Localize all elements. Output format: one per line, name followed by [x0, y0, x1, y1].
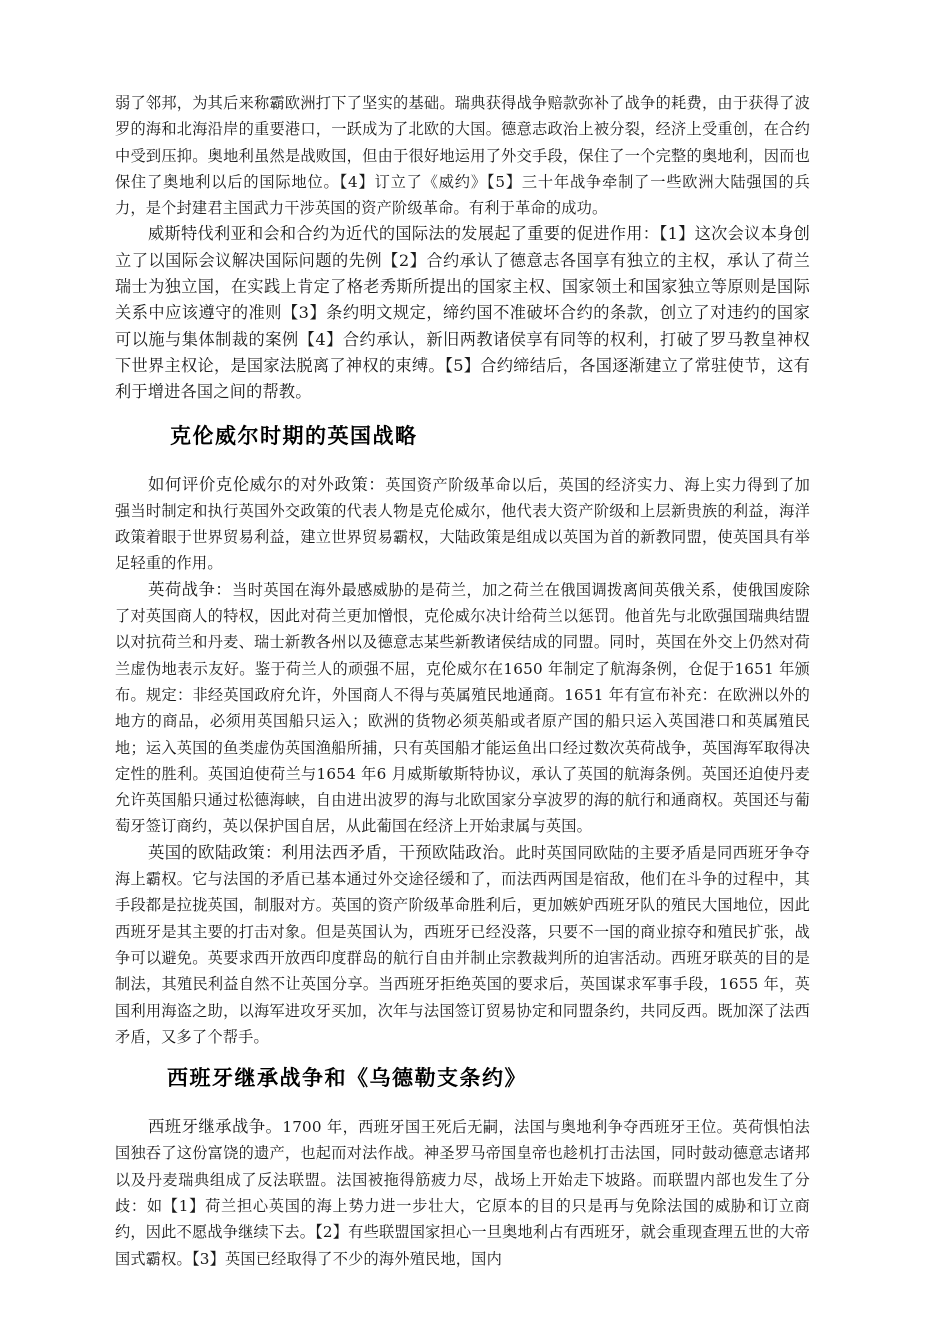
paragraph-continental-policy	[115, 840, 810, 1050]
paragraph-international-law: 威斯特伐利亚和会和合约为近代的国际法的发展起了重要的促进作用：【1】这次会议本身创立了以国际会议解决国际问题的先例【2】合约承认了德意志各国享有独立的主权，承认了荷兰瑞士为独立国，在实践上肯定了格老秀斯所提出的国家主权、国家领土和国家独立等原则是国际关系中应该遵守的准则【3】条约明文规定，缔约国不准破坏合约的条款，创立了对违约的国家可以施与集体制裁的案例【4】合约承认，新旧两教诸侯享有同等的权利，打破了罗马教皇神权下世界主权论，是国家法脱离了神权的束缚。【5】合约缔结后，各国逐渐建立了常驻使节，这有利于增进各国之间的帮教。	[115, 224, 810, 402]
section-heading-spanish-succession: 西班牙继承战争和《乌德勒支条约》	[167, 1065, 527, 1091]
body-text: 1700 年，西班牙国王死后无嗣，法国与奥地利争夺西班牙王位。英荷惧怕法国独吞了这份富饶的遗产，也起而对法作战。神圣罗马帝国皇帝也趁机打击法国，同时鼓动德意志诸邦以及丹麦瑞典组成了反法联盟。法国被拖得筋疲力尽，战场上开始走下坡路。而联盟内部也发生了分歧：如【1】荷兰担心英国的海上势力进一步壮大，它原本的目的只是再与免除法国的威胁和订立商约，因此不愿战争继续下去。【2】有些联盟国家担心一旦奥地利占有西班牙，就会重现查理五世的大帝国式霸权。【3】英国已经取得了不少的海外殖民地，国内	[115, 1118, 810, 1268]
paragraph-anglo-dutch-war	[115, 577, 810, 840]
body-text: 此时英国同欧陆的主要矛盾是同西班牙争夺海上霸权。它与法国的矛盾已基本通过外交途径缓和了，而法西两国是宿敌，他们在斗争的过程中，其手段都是拉拢英国，制服对方。英国的资产阶级革命胜利后，更加嫉妒西班牙队的殖民大国地位，因此西班牙是其主要的打击对象。但是英国认为，西班牙已经没落，只要不一国的商业掠夺和殖民扩张，战争可以避免。英要求西开放西印度群岛的航行自由并制止宗教裁判所的迫害活动。西班牙联英的目的是制法，其殖民利益自然不让英国分享。当西班牙拒绝英国的要求后，英国谋求军事手段，1655 年，英国利用海盗之助，以海军进攻牙买加，次年与法国签订贸易协定和同盟条约，共同反西。既加深了法西矛盾，又多了个帮手。	[115, 843, 810, 1046]
lead-in-text: 如何评价克伦威尔的对外政策：	[148, 474, 386, 494]
lead-in-text: 英荷战争：	[148, 579, 233, 599]
paragraph-westphalia-outcome: 弱了邻邦，为其后来称霸欧洲打下了坚实的基础。瑞典获得战争赔款弥补了战争的耗费，由于获得了波罗的海和北海沿岸的重要港口，一跃成为了北欧的大国。德意志政治上被分裂，经济上受重创，在合约中受到压抑。奥地利虽然是战败国，但由于很好地运用了外交手段，保住了一个完整的奥地利，因而也保住了奥地利以后的国际地位。【4】订立了《威约》【5】三十年战争牵制了一些欧洲大陆强国的兵力，是个封建君主国武力干涉英国的资产阶级革命。有利于革命的成功。	[115, 94, 810, 218]
lead-in-text: 西班牙继承战争。	[148, 1117, 283, 1137]
body-text: 当时英国在海外最感威胁的是荷兰，加之荷兰在俄国调拨离间英俄关系，使俄国废除了对英国商人的特权，因此对荷兰更加憎恨，克伦威尔决计给荷兰以惩罚。他首先与北欧强国瑞典结盟以对抗荷兰和丹麦、瑞士新教各州以及德意志某些新教诸侯结成的同盟。同时，英国在外交上仍然对荷兰虚伪地表示友好。鉴于荷兰人的顽强不屈，克伦威尔在1650 年制定了航海条例，仓促于1651 年颁布。规定：非经英国政府允许，外国商人不得与英属殖民地通商。1651 年有宣布补充：在欧洲以外的地方的商品，必须用英国船只运入；欧洲的货物必须英船或者原产国的船只运入英国港口和英属殖民地；运入英国的鱼类虚伪英国渔船所捕，只有英国船才能运鱼出口经过数次英荷战争，英国海军取得决定性的胜利。英国迫使荷兰与1654 年6 月威斯敏斯特协议，承认了英国的航海条例。英国还迫使丹麦允许英国船只通过松德海峡，自由进出波罗的海与北欧国家分享波罗的海的航行和通商权。英国还与葡萄牙签订商约，英以保护国自居，从此葡国在经济上开始隶属与英国。	[115, 580, 810, 836]
body-text: 英国资产阶级革命以后，英国的经济实力、海上实力得到了加强当时制定和执行英国外交政策的代表人物是克伦威尔，他代表大资产阶级和上层新贵族的利益，海洋政策着眼于世界贸易利益，建立世界贸易霸权，大陆政策是组成以英国为首的新教同盟，使英国具有举足轻重的作用。	[115, 475, 810, 573]
document-page	[115, 90, 810, 1272]
lead-in-text: 英国的欧陆政策：利用法西矛盾，干预欧陆政治。	[148, 842, 516, 862]
paragraph-cromwell-policy	[115, 472, 810, 577]
section-heading-cromwell: 克伦威尔时期的英国战略	[170, 422, 418, 448]
paragraph-spanish-succession-war	[115, 1114, 810, 1272]
